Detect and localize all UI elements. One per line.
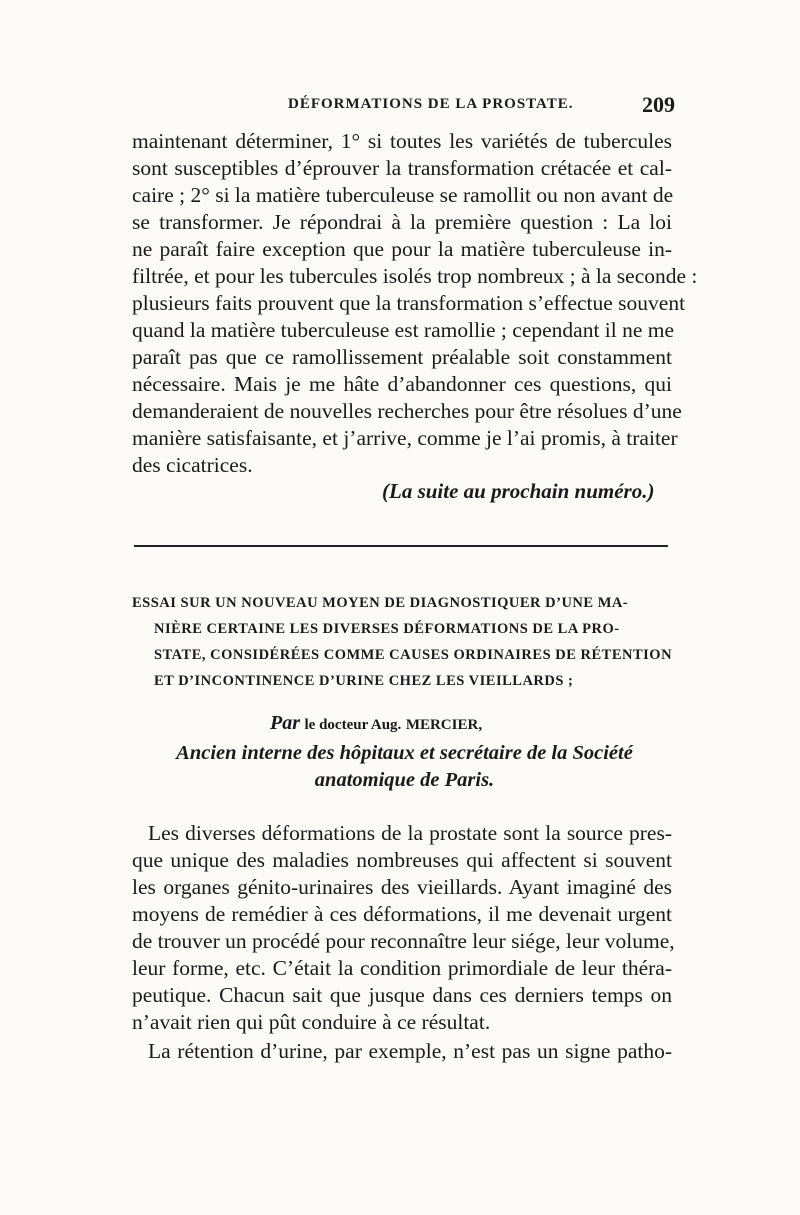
author-byline	[270, 712, 482, 735]
text-line: leur forme, etc. C’était la condition primordiale de leur théra-	[132, 956, 672, 980]
text-line: les organes génito-urinaires des vieillards. Ayant imaginé des	[132, 875, 672, 899]
text-line: sont susceptibles d’éprouver la transformation crétacée et cal-	[132, 156, 672, 180]
title-line: NIÈRE CERTAINE LES DIVERSES DÉFORMATIONS DE LA PRO-	[154, 621, 620, 637]
byline-par: Par	[270, 712, 300, 734]
text-line: demanderaient de nouvelles recherches pour être résolues d’une	[132, 399, 682, 423]
title-line: STATE, CONSIDÉRÉES COMME CAUSES ORDINAIRES DE RÉTENTION	[154, 647, 673, 663]
text-line: maintenant déterminer, 1° si toutes les variétés de tubercules	[132, 129, 672, 153]
credentials-line: anatomique de Paris.	[314, 769, 495, 791]
section-divider	[134, 545, 668, 547]
byline-prefix: le docteur Aug.	[304, 717, 402, 733]
text-line: caire ; 2° si la matière tuberculeuse se ramollit ou non avant de	[132, 183, 674, 207]
text-line: n’avait rien qui pût conduire à ce résultat.	[132, 1010, 491, 1034]
author-name: MERCIER,	[405, 717, 483, 733]
text-line: peutique. Chacun sait que jusque dans ces derniers temps on	[132, 983, 672, 1007]
page-header	[130, 92, 675, 120]
text-line: moyens de remédier à ces déformations, il me devenait urgent	[132, 902, 672, 926]
article-title	[132, 590, 672, 694]
paragraph-retention	[132, 1038, 672, 1065]
text-line: se transformer. Je répondrai à la première question : La loi	[132, 210, 672, 234]
author-credentials	[132, 740, 677, 794]
paragraph-intro	[132, 820, 675, 1036]
text-line: Les diverses déformations de la prostate sont la source pres-	[148, 821, 672, 845]
text-line: plusieurs faits prouvent que la transformation s’effectue souvent	[132, 291, 686, 315]
title-line: ET D’INCONTINENCE D’URINE CHEZ LES VIEILLARDS ;	[154, 673, 574, 689]
text-line: manière satisfaisante, et j’arrive, comme je l’ai promis, à traiter	[132, 426, 678, 450]
text-line: filtrée, et pour les tubercules isolés trop nombreux ; à la seconde :	[132, 264, 698, 288]
continuation-note: (La suite au prochain numéro.)	[382, 479, 655, 503]
text-line: des cicatrices.	[132, 453, 253, 477]
text-line: nécessaire. Mais je me hâte d’abandonner ces questions, qui	[132, 372, 672, 396]
text-line: que unique des maladies nombreuses qui affectent si souvent	[132, 848, 672, 872]
text-line: La rétention d’urine, par exemple, n’est pas un signe patho-	[148, 1039, 672, 1063]
text-line: quand la matière tuberculeuse est ramollie ; cependant il ne me	[132, 318, 675, 342]
text-line: paraît pas que ce ramollissement préalable soit constamment	[132, 345, 672, 369]
page-number: 209	[642, 92, 675, 117]
text-line: de trouver un procédé pour reconnaître leur siége, leur volume,	[132, 929, 675, 953]
paragraph-continuation	[132, 128, 698, 479]
title-line: ESSAI SUR UN NOUVEAU MOYEN DE DIAGNOSTIQUER D’UNE MA-	[132, 595, 629, 611]
credentials-line: Ancien interne des hôpitaux et secrétaire de la Société	[176, 742, 633, 764]
running-title: DÉFORMATIONS DE LA PROSTATE.	[288, 96, 574, 112]
text-line: ne paraît faire exception que pour la matière tuberculeuse in-	[132, 237, 672, 261]
